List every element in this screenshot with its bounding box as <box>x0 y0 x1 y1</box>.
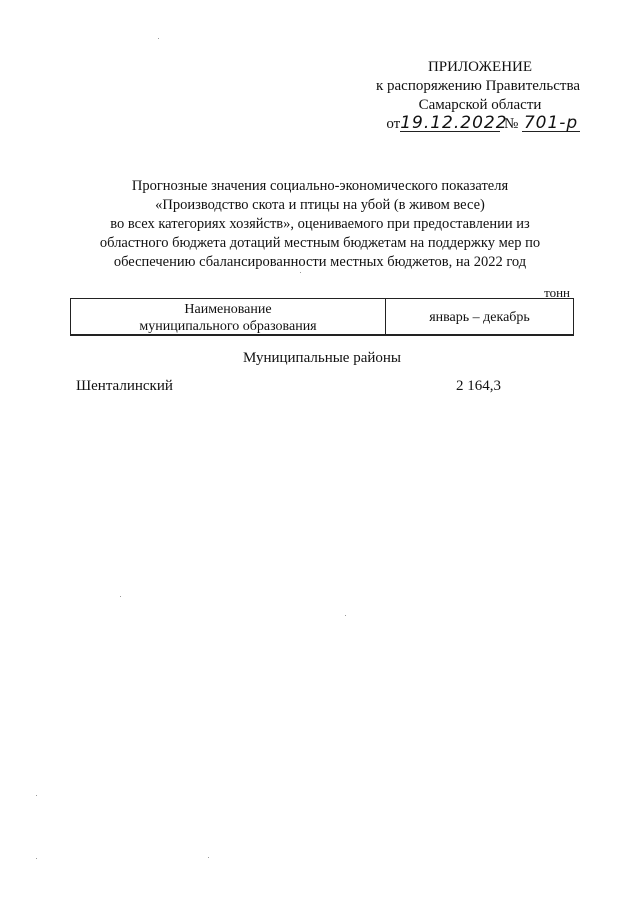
handwritten-date: 19.12.2022 <box>400 113 508 133</box>
column-header-name-line-2: муниципального образования <box>139 319 317 334</box>
appendix-title: ПРИЛОЖЕНИЕ <box>427 59 533 75</box>
handwritten-number: 701-р <box>523 113 579 133</box>
column-header-period: январь – декабрь <box>429 310 530 325</box>
scan-speck <box>208 857 209 858</box>
unit-label: тонн <box>544 285 570 300</box>
heading-line-1: Прогнозные значения социально-экономического показателя <box>131 178 509 194</box>
scan-speck <box>36 858 37 859</box>
scan-speck <box>345 615 346 616</box>
heading-line-4: областного бюджета дотаций местным бюджетам на поддержку мер по <box>99 235 541 251</box>
column-header-name-line-1: Наименование <box>184 302 272 317</box>
heading-line-3: во всех категориях хозяйств», оцениваемого при предоставлении из <box>110 216 530 232</box>
table-row-name: Шенталинский <box>76 378 173 394</box>
heading-line-5: обеспечению сбалансированности местных бюджетов, на 2022 год <box>113 254 527 270</box>
appendix-line-2: Самарской области <box>418 97 542 113</box>
column-header-name <box>71 299 386 334</box>
heading-line-2: «Производство скота и птицы на убой (в живом весе) <box>155 197 485 213</box>
scan-speck <box>36 795 37 796</box>
appendix-header <box>340 58 580 134</box>
scan-speck <box>300 272 301 273</box>
appendix-date-number <box>340 115 580 134</box>
scan-speck <box>158 38 159 39</box>
table-row-value: 2 164,3 <box>456 378 501 394</box>
scan-speck <box>120 596 121 597</box>
section-title: Муниципальные районы <box>242 350 402 366</box>
document-heading <box>60 177 580 272</box>
appendix-line-1: к распоряжению Правительства <box>375 78 580 94</box>
number-label: № <box>503 116 519 132</box>
from-label: от <box>386 116 401 132</box>
table-header <box>70 298 574 336</box>
